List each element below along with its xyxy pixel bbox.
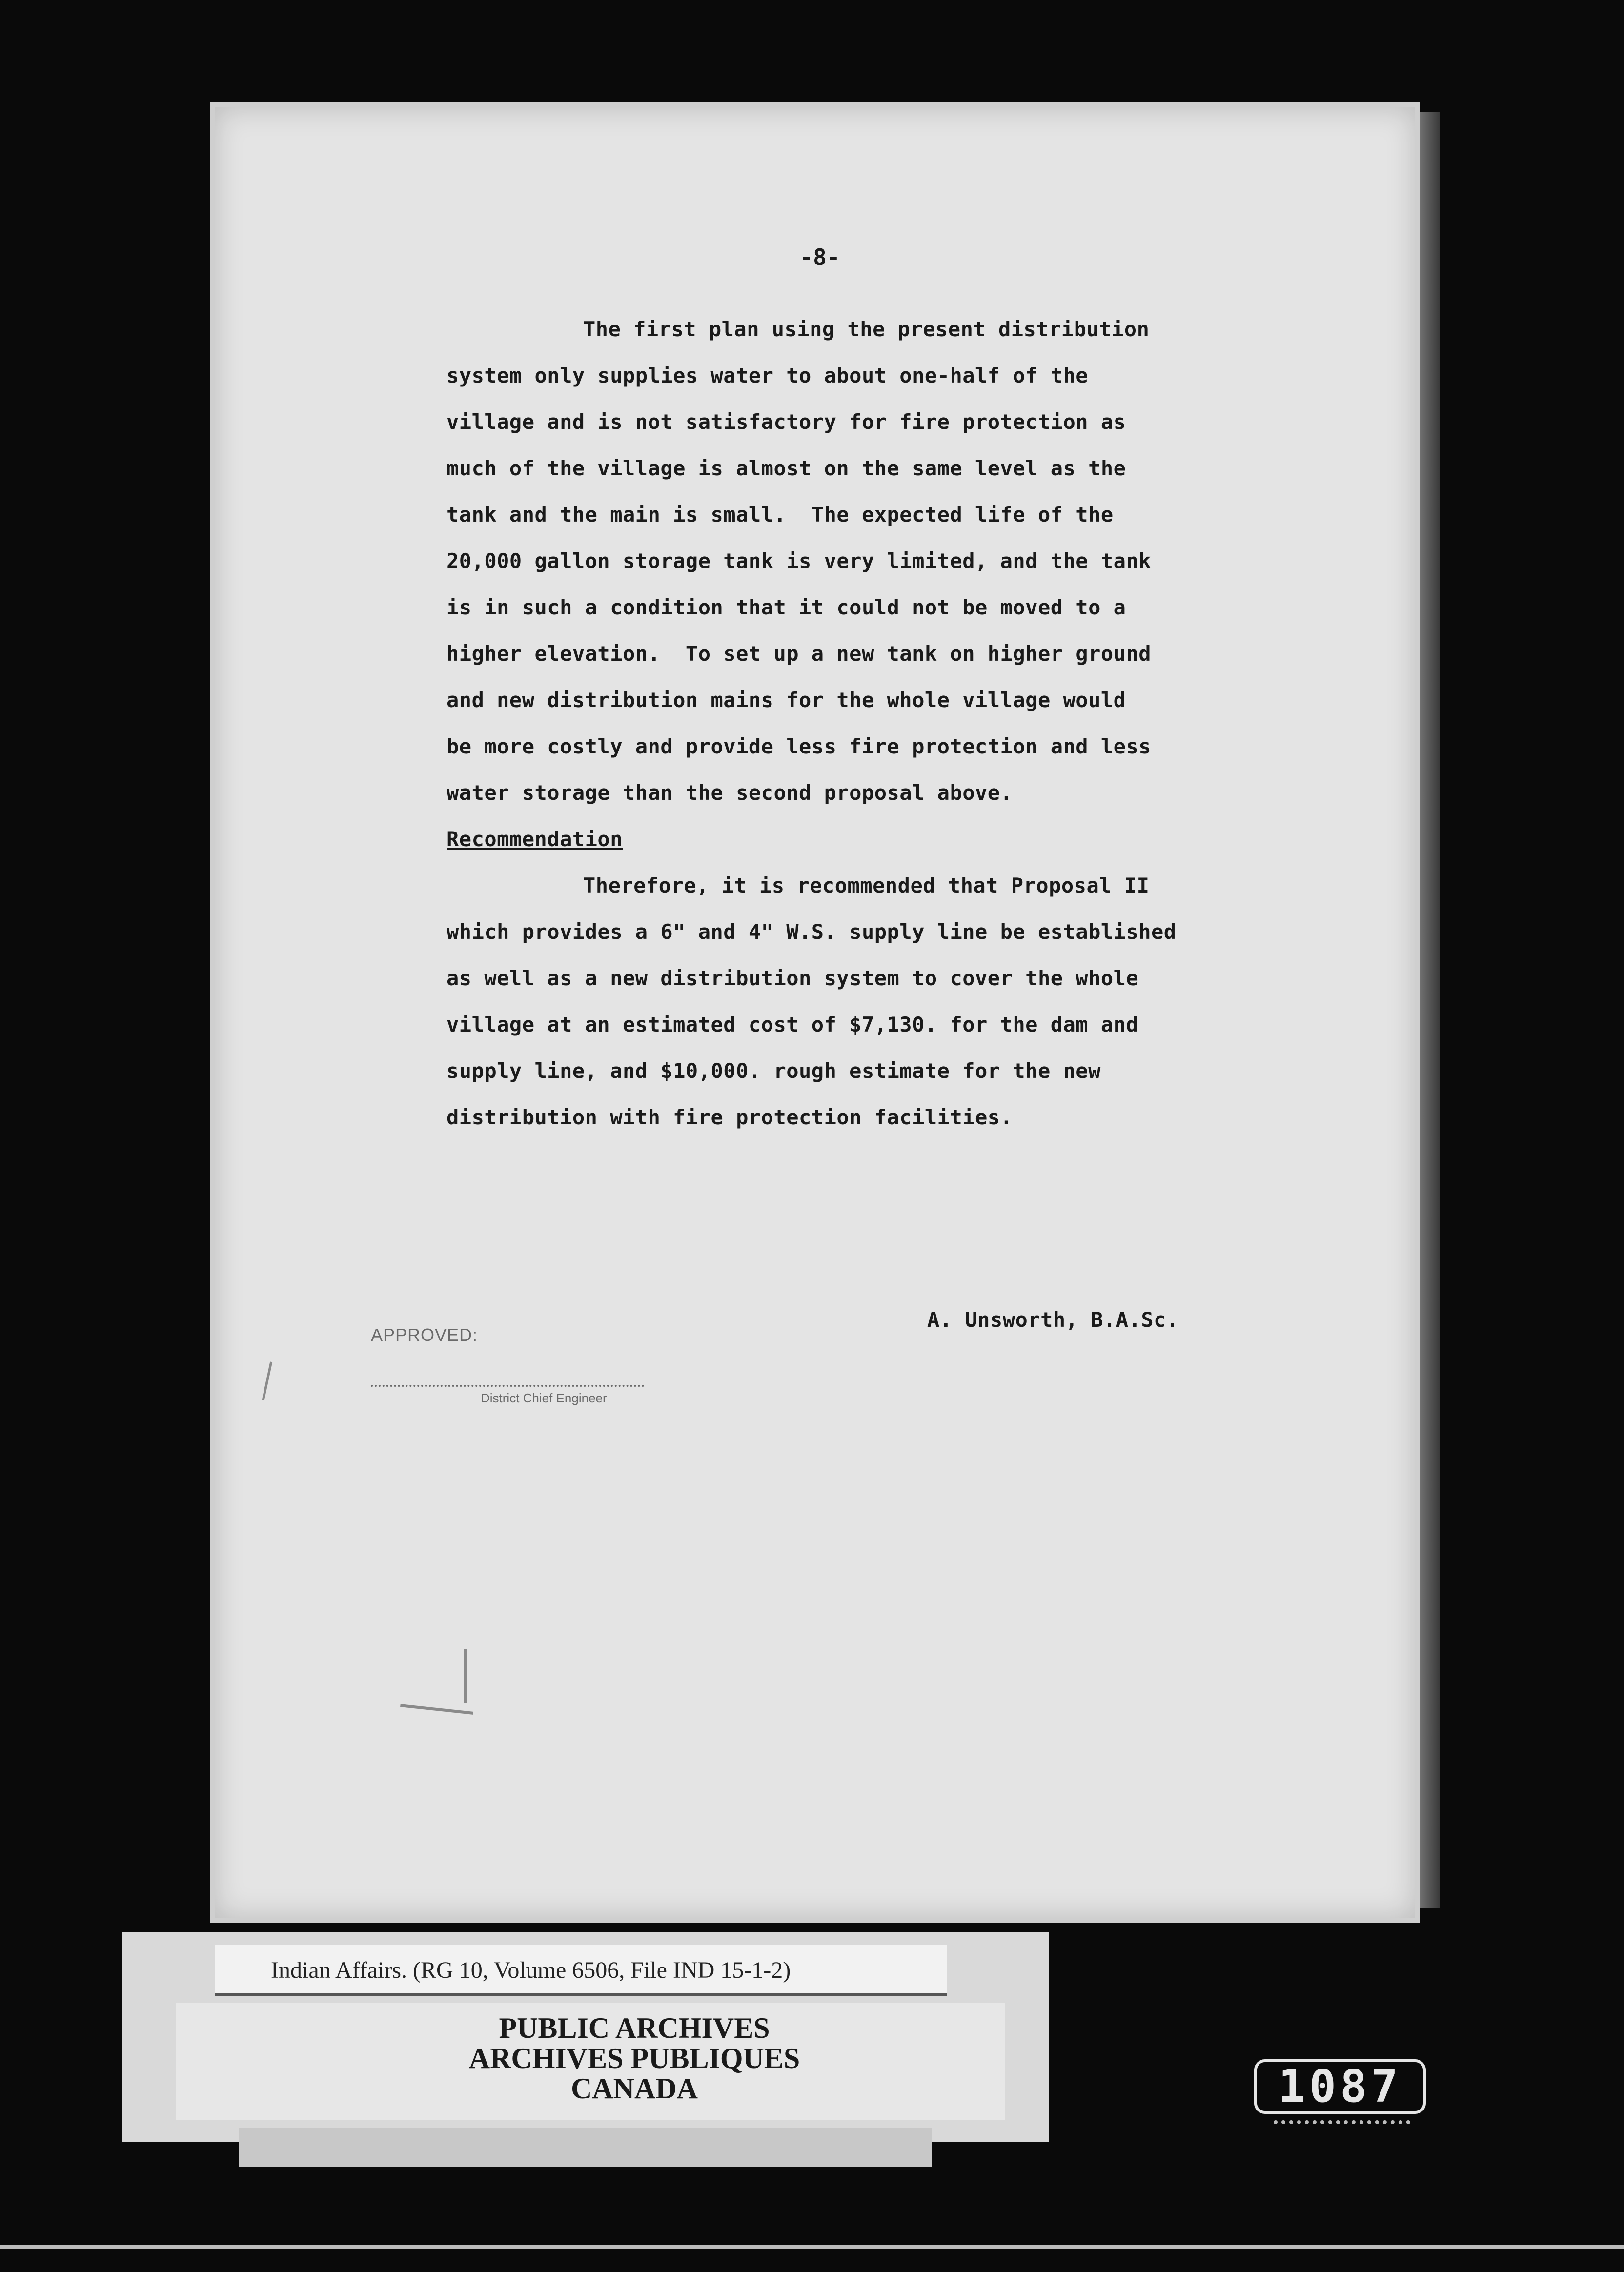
approved-label: APPROVED: [371,1325,478,1345]
scan-mark [464,1649,467,1703]
paragraph1-line: much of the village is almost on the same level as the [447,456,1126,480]
paragraph2-line: which provides a 6" and 4" W.S. supply line be established [447,920,1177,944]
approval-signature-line [371,1385,644,1387]
paragraph1-line: is in such a condition that it could not be moved to a [447,595,1126,619]
paragraph1-line: water storage than the second proposal above. [447,781,1013,805]
paragraph1-line: system only supplies water to about one-half of the [447,364,1089,387]
archive-name-line: CANADA [571,2072,698,2105]
section-heading: Recommendation [447,827,623,851]
paragraph2-line: Therefore, it is recommended that Proposal II [583,873,1150,897]
paragraph1-line: higher elevation. To set up a new tank on higher ground [447,642,1152,666]
paragraph1-line: 20,000 gallon storage tank is very limited, and the tank [447,549,1152,573]
film-perforation [1274,2120,1410,2130]
archive-name-line: PUBLIC ARCHIVES [499,2012,770,2044]
paragraph2-line: village at an estimated cost of $7,130. for the dam and [447,1013,1139,1036]
paragraph1-line: be more costly and provide less fire protection and less [447,734,1152,758]
paragraph1-line: tank and the main is small. The expected life of the [447,503,1114,527]
paragraph2-line: supply line, and $10,000. rough estimate for the new [447,1059,1101,1083]
paragraph1-line: and new distribution mains for the whole village would [447,688,1126,712]
archive-label-foot [239,2128,932,2167]
approval-title: District Chief Engineer [481,1391,607,1405]
frame-number: 1087 [1254,2059,1426,2114]
paragraph1-line: The first plan using the present distribution [583,317,1150,341]
archive-reference: Indian Affairs. (RG 10, Volume 6506, File IND 15-1-2) [271,1957,791,1983]
paragraph2-line: distribution with fire protection facilities. [447,1105,1013,1129]
paragraph1-line: village and is not satisfactory for fire protection as [447,410,1126,434]
page-number: -8- [799,244,840,270]
paragraph2-line: as well as a new distribution system to cover the whole [447,966,1139,990]
archive-name-line: ARCHIVES PUBLIQUES [468,2042,800,2074]
signature: A. Unsworth, B.A.Sc. [927,1308,1179,1332]
film-edge [0,2245,1624,2249]
